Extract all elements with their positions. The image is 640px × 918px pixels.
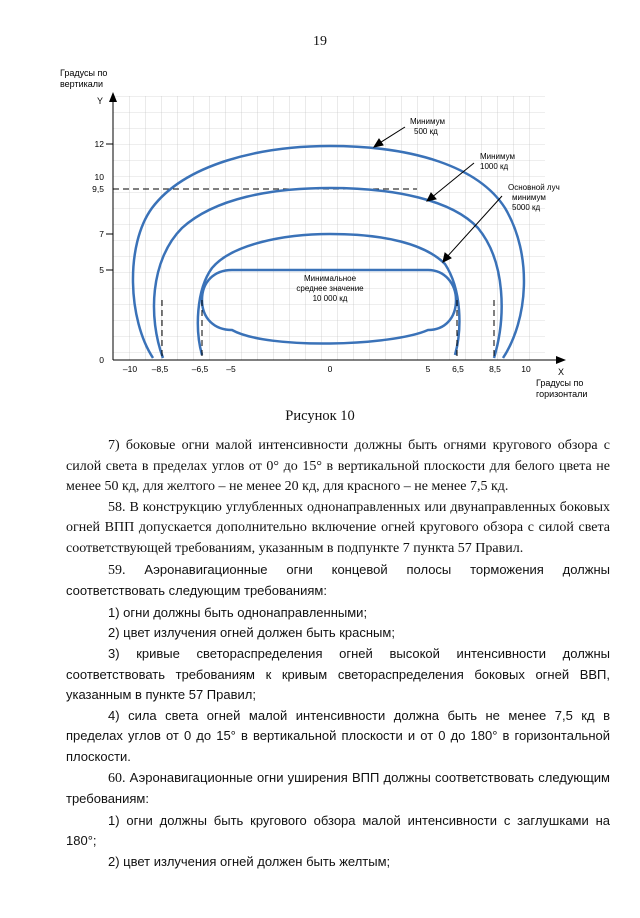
callout-5000-line2: минимум [512, 193, 546, 202]
y-tick-9-5: 9,5 [92, 184, 104, 194]
callout-500-line1: Минимум [410, 117, 446, 126]
body-text [66, 436, 610, 872]
x-tick-8-5: 8,5 [489, 364, 501, 374]
x-axis-arrow-icon [556, 356, 566, 364]
y-tick-10: 10 [94, 172, 104, 182]
x-tick-minus-10: –10 [122, 364, 138, 374]
x-tick-10: 10 [521, 364, 531, 374]
x-letter: X [558, 367, 565, 377]
x-tick-6-5: 6,5 [452, 364, 464, 374]
x-tick-minus-5: –5 [226, 364, 236, 374]
paragraph-60-text: Аэронавигационные огни уширения ВПП должны соответствовать следующим требованиям: [66, 769, 610, 807]
x-axis-title-line2: горизонтали [536, 389, 588, 399]
x-axis-title-line1: Градусы по [536, 378, 584, 388]
x-tick-0: 0 [327, 364, 333, 374]
paragraph-59-item-2: 2) цвет излучения огней должен быть красным; [108, 625, 395, 641]
callout-1000-line2: 1000 кд [480, 162, 509, 171]
x-tick-minus-8-5: –8,5 [151, 364, 169, 374]
y-axis-title-line1: Градусы по [60, 68, 108, 78]
y-tick-0: 0 [99, 355, 104, 365]
paragraph-60-item-2: 2) цвет излучения огней должен быть желтым; [108, 853, 391, 869]
paragraph-59-item-3: 3) кривые светораспределения огней высокой интенсивности должны соответствовать требованиям к кривым светораспределения боковых огней ВВП, указанным в пункте 57 Правил; [66, 645, 610, 703]
paragraph-60 [66, 768, 610, 811]
y-tick-5: 5 [99, 265, 104, 275]
light-distribution-figure [0, 0, 640, 410]
y-axis-title-line2: вертикали [60, 79, 104, 89]
center-label-line2: среднее значение [296, 284, 364, 293]
paragraph-60-item-1: 1) огни должны быть кругового обзора малой интенсивности с заглушками на 180°; [66, 812, 610, 849]
paragraph-1: 7) боковые огни малой интенсивности должны быть огнями кругового обзора с силой света в пределах углов от 0° до 15° в вертикальной плоскости для белого цвета не менее 50 кд, для желтого – не менее 20 кд, для красного – не менее 7,5 кд. [66, 438, 610, 495]
paragraph-59-item-1: 1) огни должны быть однонаправленными; [108, 604, 368, 620]
y-tick-7: 7 [99, 229, 104, 239]
x-tick-5: 5 [425, 364, 431, 374]
paragraph-60-number: 60. [108, 770, 126, 786]
callout-500-line2: 500 кд [414, 127, 438, 136]
x-tick-minus-6-5: –6,5 [191, 364, 209, 374]
paragraph-59-number: 59. [108, 562, 126, 578]
paragraph-59-text: Аэронавигационные огни концевой полосы торможения должны соответствовать следующим требованиям: [66, 561, 610, 599]
paragraph-59-item-4: 4) сила света огней малой интенсивности должна быть не менее 7,5 кд в пределах углов от 0 до 15° в вертикальной плоскости и от 0 до 180° в горизонтальной плоскости. [66, 707, 610, 764]
y-letter: Y [97, 96, 104, 106]
paragraph-59 [66, 560, 610, 603]
callout-5000-line3: 5000 кд [512, 203, 541, 212]
callout-5000-line1: Основной луч [508, 183, 560, 192]
callout-1000-line1: Минимум [480, 152, 516, 161]
chart-grid [113, 96, 545, 360]
paragraph-58: 58. В конструкцию углубленных однонаправленных или двунаправленных боковых огней ВПП допускается дополнительно включение огней кругового обзора с силой света соответствующей требованиям, указанным в подпункте 7 пункта 57 Правил. [66, 499, 610, 556]
center-label-line3: 10 000 кд [312, 294, 348, 303]
center-label-line1: Минимальное [303, 274, 357, 283]
y-tick-12: 12 [94, 139, 104, 149]
page-number: 19 [313, 34, 327, 49]
figure-caption: Рисунок 10 [285, 408, 355, 424]
